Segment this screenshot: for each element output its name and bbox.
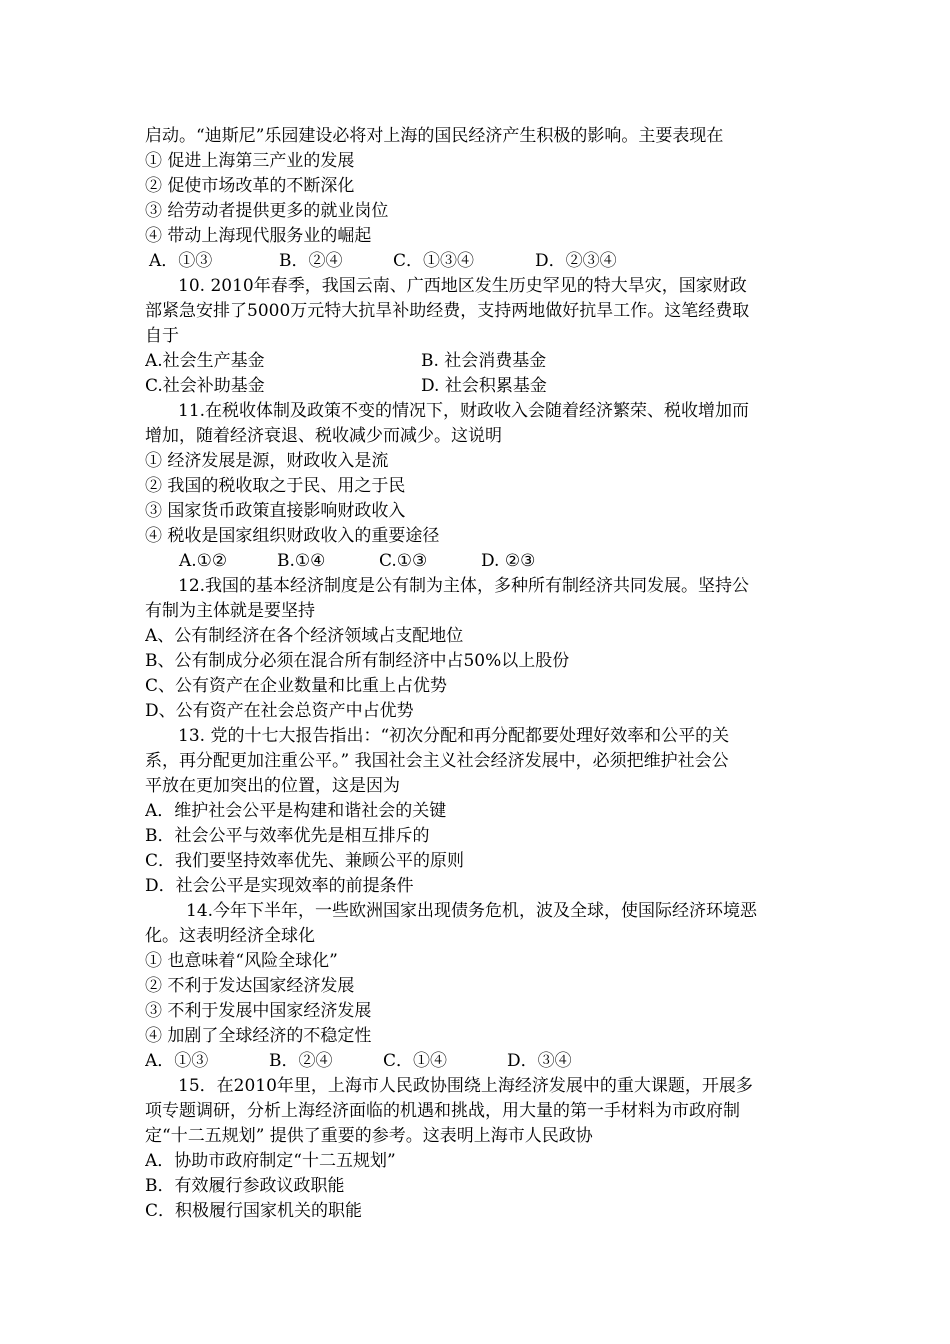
question-11-stem-line-1: 11.在税收体制及政策不变的情况下，财政收入会随着经济繁荣、税收增加而	[178, 401, 750, 421]
question-10-stem-line-1: 10. 2010年春季，我国云南、广西地区发生历史罕见的特大旱灾，国家财政	[178, 276, 747, 296]
question-15-stem-line-2: 项专题调研，分析上海经济面临的机遇和挑战，用大量的第一手材料为市政府制	[145, 1101, 740, 1121]
q13-option-a: A．维护社会公平是构建和谐社会的关键	[145, 801, 447, 821]
question-13-stem-line-3: 平放在更加突出的位置，这是因为	[145, 776, 400, 796]
q13-option-c: C．我们要坚持效率优先、兼顾公平的原则	[145, 851, 465, 871]
q11-option-a: A.①②	[179, 551, 228, 571]
q10-options-row-2	[145, 374, 810, 399]
q9-item-2: ② 促使市场改革的不断深化	[145, 176, 355, 196]
q9-option-b: B．②④	[279, 251, 343, 271]
q11-item-2: ② 我国的税收取之于民、用之于民	[145, 476, 406, 496]
q14-item-1: ① 也意味着“风险全球化”	[145, 951, 338, 971]
question-13-stem-line-2: 系，再分配更加注重公平。” 我国社会主义社会经济发展中，必须把维护社会公	[145, 751, 729, 771]
q11-item-3: ③ 国家货币政策直接影响财政收入	[145, 501, 406, 521]
q9-item-3: ③ 给劳动者提供更多的就业岗位	[145, 201, 389, 221]
q10-option-d: D. 社会积累基金	[421, 376, 547, 396]
q10-option-b: B. 社会消费基金	[421, 351, 547, 371]
q11-option-b: B.①④	[277, 551, 326, 571]
q11-item-4: ④ 税收是国家组织财政收入的重要途径	[145, 526, 440, 546]
q12-option-d: D、公有资产在社会总资产中占优势	[145, 701, 414, 721]
question-14-stem-line-2: 化。这表明经济全球化	[145, 926, 315, 946]
q15-option-a: A．协助市政府制定“十二五规划”	[145, 1151, 396, 1171]
q9-option-c: C．①③④	[393, 251, 475, 271]
q13-option-b: B．社会公平与效率优先是相互排斥的	[145, 826, 430, 846]
q14-option-d: D．③④	[507, 1051, 572, 1071]
question-14-stem-line-1: 14.今年下半年，一些欧洲国家出现债务危机，波及全球，使国际经济环境恶	[186, 901, 758, 921]
q12-option-c: C、公有资产在企业数量和比重上占优势	[145, 676, 448, 696]
q14-item-4: ④ 加剧了全球经济的不稳定性	[145, 1026, 372, 1046]
q14-option-a: A．①③	[145, 1051, 209, 1071]
q9-options-row	[145, 249, 810, 274]
q14-item-2: ② 不利于发达国家经济发展	[145, 976, 355, 996]
q15-option-c: C．积极履行国家机关的职能	[145, 1201, 363, 1221]
q15-option-b: B．有效履行参政议政职能	[145, 1176, 345, 1196]
question-9-continuation: 启动。“迪斯尼”乐园建设必将对上海的国民经济产生积极的影响。主要表现在	[145, 126, 724, 146]
question-10-stem-line-2: 部紧急安排了5000万元特大抗旱补助经费，支持两地做好抗旱工作。这笔经费取	[145, 301, 750, 321]
q10-options-row-1	[145, 349, 810, 374]
question-12-stem-line-1: 12.我国的基本经济制度是公有制为主体，多种所有制经济共同发展。坚持公	[178, 576, 750, 596]
question-15-stem-line-1: 15．在2010年里，上海市人民政协围绕上海经济发展中的重大课题，开展多	[178, 1076, 753, 1096]
q9-item-1: ① 促进上海第三产业的发展	[145, 151, 355, 171]
q11-option-d: D. ②③	[481, 551, 536, 571]
question-11-stem-line-2: 增加，随着经济衰退、税收减少而减少。这说明	[145, 426, 502, 446]
question-10-stem-line-3: 自于	[145, 326, 179, 346]
q11-option-c: C.①③	[379, 551, 428, 571]
q11-item-1: ① 经济发展是源，财政收入是流	[145, 451, 389, 471]
q10-option-c: C.社会补助基金	[145, 376, 265, 396]
q11-options-row	[145, 549, 810, 574]
q14-item-3: ③ 不利于发展中国家经济发展	[145, 1001, 372, 1021]
question-15-stem-line-3: 定“十二五规划” 提供了重要的参考。这表明上海市人民政协	[145, 1126, 593, 1146]
question-12-stem-line-2: 有制为主体就是要坚持	[145, 601, 315, 621]
q10-option-a: A.社会生产基金	[145, 351, 265, 371]
q12-option-b: B、公有制成分必须在混合所有制经济中占50%以上股份	[145, 651, 570, 671]
q9-item-4: ④ 带动上海现代服务业的崛起	[145, 226, 372, 246]
q13-option-d: D．社会公平是实现效率的前提条件	[145, 876, 414, 896]
q12-option-a: A、公有制经济在各个经济领域占支配地位	[145, 626, 464, 646]
q9-option-d: D．②③④	[535, 251, 617, 271]
q14-option-c: C．①④	[383, 1051, 448, 1071]
q14-option-b: B．②④	[269, 1051, 333, 1071]
question-13-stem-line-1: 13. 党的十七大报告指出：“初次分配和再分配都要处理好效率和公平的关	[178, 726, 730, 746]
q9-option-a: A．①③	[149, 251, 213, 271]
q14-options-row	[145, 1049, 810, 1074]
